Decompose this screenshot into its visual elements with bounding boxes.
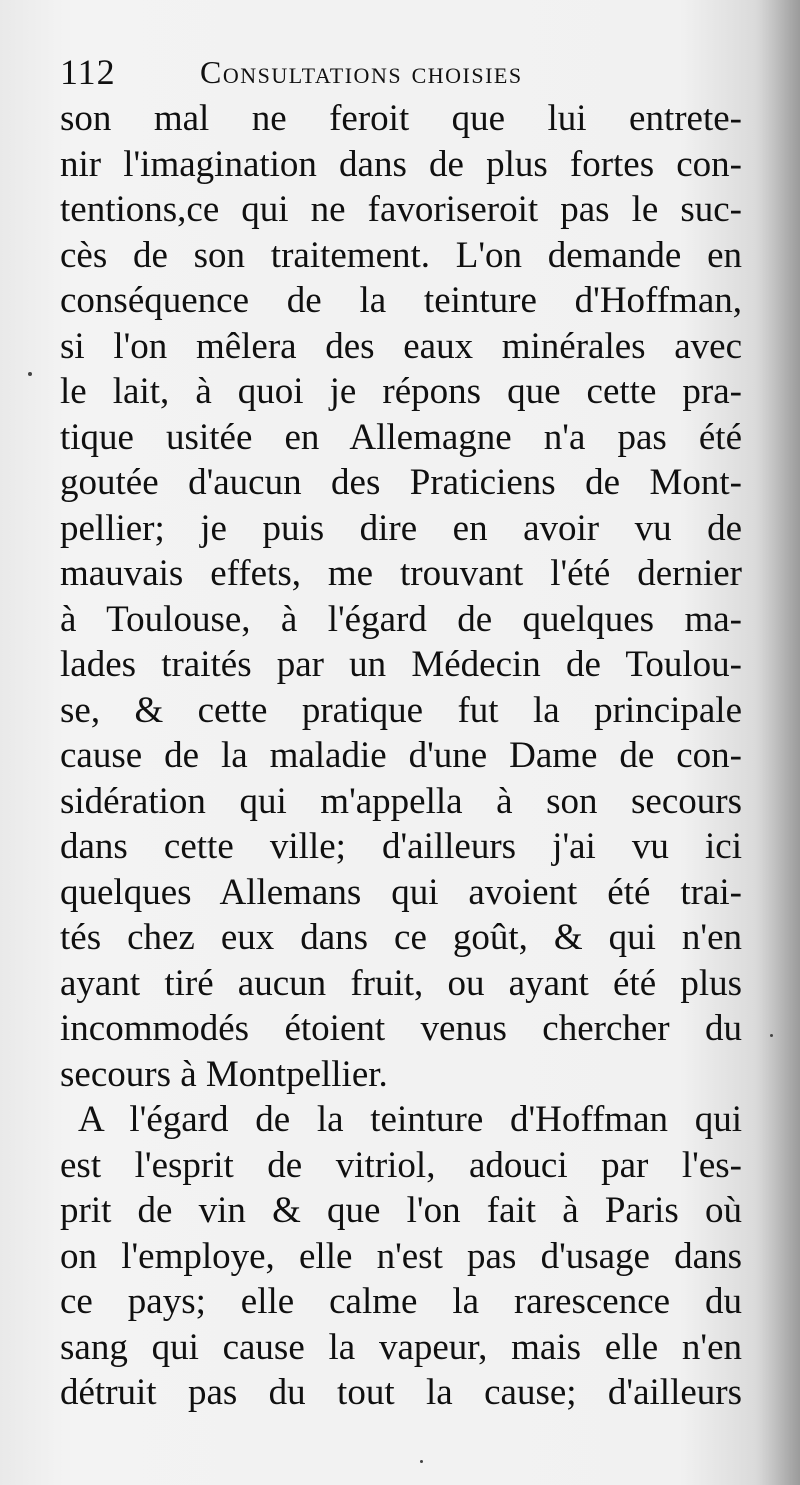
text-line: ayant tiré aucun fruit, ou ayant été plus [60, 962, 742, 1004]
text-line: le lait, à quoi je répons que cette pra- [60, 371, 742, 412]
page-number: 112 [60, 52, 116, 92]
ink-speck [28, 372, 32, 376]
text-line: sang qui cause la vapeur, mais elle n'en [60, 1326, 742, 1368]
text-line: nir l'imagination dans de plus fortes con- [60, 143, 742, 185]
page-edge-shadow [755, 0, 800, 1485]
text-line: incommodés étoient venus chercher du [60, 1008, 742, 1049]
text-line: se, & cette pratique fut la principale [60, 689, 742, 731]
text-line: tés chez eux dans ce goût, & qui n'en [60, 917, 742, 958]
text-line: pellier; je puis dire en avoir vu de [60, 507, 742, 549]
text-line: est l'esprit de vitriol, adouci par l'es- [60, 1144, 742, 1186]
page-header [60, 48, 750, 96]
text-line: conséquence de la teinture d'Hoffman, [60, 280, 742, 321]
text-line: quelques Allemans qui avoient été trai- [60, 871, 742, 913]
text-line: tentions,ce qui ne favoriseroit pas le suc- [60, 189, 742, 230]
text-line: si l'on mêlera des eaux minérales avec [60, 325, 742, 367]
text-line: goutée d'aucun des Praticiens de Mont- [60, 462, 742, 503]
text-line: mauvais effets, me trouvant l'été dernier [60, 553, 742, 594]
ink-speck [770, 1034, 773, 1037]
text-line: dans cette ville; d'ailleurs j'ai vu ici [60, 826, 742, 867]
text-line: lades traités par un Médecin de Toulou- [60, 644, 742, 685]
text-line: on l'employe, elle n'est pas d'usage dans [60, 1235, 742, 1277]
text-line: à Toulouse, à l'égard de quelques ma- [60, 598, 742, 640]
paragraph-end-line: secours à Montpellier. [60, 1053, 388, 1095]
text-line: sidération qui m'appella à son secours [60, 780, 742, 822]
text-line: son mal ne feroit que lui entrete- [60, 98, 742, 139]
text-line: détruit pas du tout la cause; d'ailleurs [60, 1372, 742, 1413]
paragraph-start-line: A l'égard de la teinture d'Hoffman qui [78, 1099, 742, 1140]
text-line: ce pays; elle calme la rarescence du [60, 1281, 742, 1322]
text-line: cause de la maladie d'une Dame de con- [60, 735, 742, 776]
text-line: cès de son traitement. L'on demande en [60, 234, 742, 276]
ink-speck [420, 1460, 423, 1463]
text-line: tique usitée en Allemagne n'a pas été [60, 416, 742, 458]
text-line: prit de vin & que l'on fait à Paris où [60, 1190, 742, 1231]
running-title: Consultations choisies [200, 54, 523, 90]
body-text [60, 96, 742, 1416]
